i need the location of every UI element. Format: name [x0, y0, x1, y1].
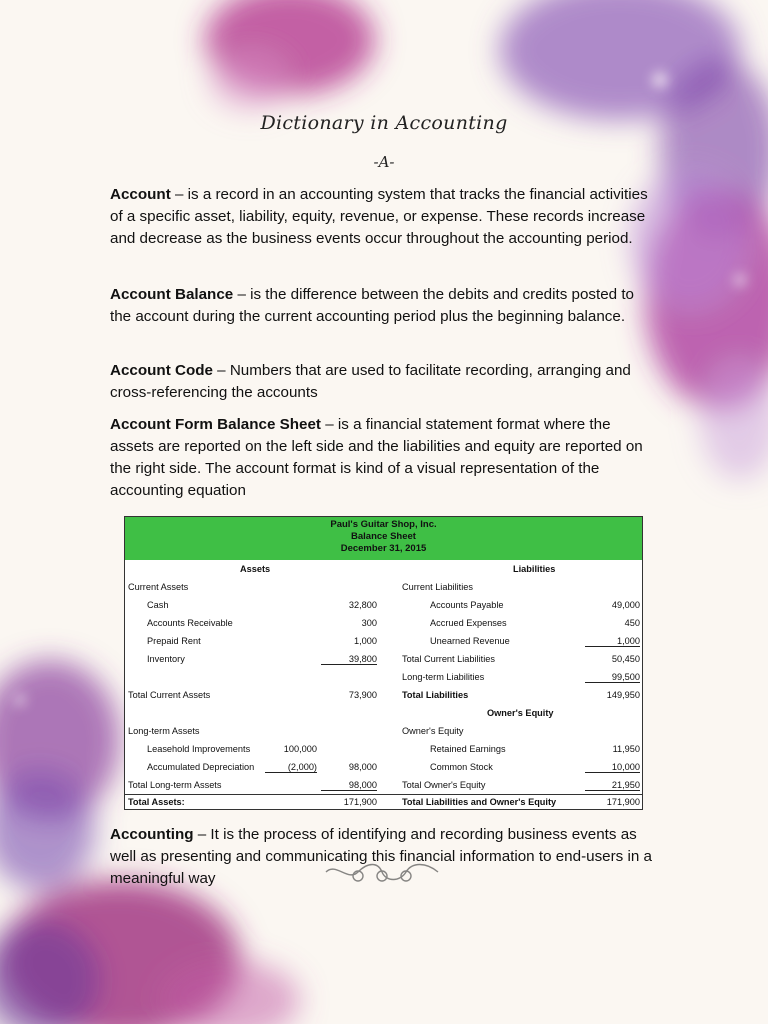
entry-account-form-balance-sheet	[110, 414, 655, 502]
company-name: Paul's Guitar Shop, Inc.	[330, 519, 437, 530]
retained-value: 11,950	[612, 744, 640, 754]
lt-liab-value: 99,500	[585, 672, 640, 683]
owners-equity-header: Owner's Equity	[487, 708, 554, 718]
common-value: 10,000	[585, 762, 640, 773]
entry-definition: – is the difference between the debits and credits posted to the account during the current accounting period plus the beginning balance.	[110, 286, 634, 325]
entry-account-code	[110, 360, 655, 404]
current-assets-label: Current Assets	[128, 582, 189, 592]
balance-sheet-header	[125, 517, 642, 560]
leasehold-value: 100,000	[283, 744, 317, 754]
lt-liab-label: Long-term Liabilities	[402, 672, 485, 682]
total-current-assets-label: Total Current Assets	[128, 690, 211, 700]
total-current-liab-label: Total Current Liabilities	[402, 654, 495, 664]
lt-assets-label: Long-term Assets	[128, 726, 200, 736]
owners-equity-label: Owner's Equity	[402, 726, 464, 736]
ap-label: Accounts Payable	[430, 600, 504, 610]
unearned-label: Unearned Revenue	[430, 636, 510, 646]
total-le-label: Total Liabilities and Owner's Equity	[402, 797, 557, 807]
statement-name: Balance Sheet	[351, 531, 416, 542]
total-assets-value: 171,900	[343, 797, 377, 807]
entry-term: Accounting	[110, 826, 194, 843]
total-liab-label: Total Liabilities	[402, 690, 469, 700]
acc-dep-label: Accumulated Depreciation	[147, 762, 255, 772]
ar-label: Accounts Receivable	[147, 618, 233, 628]
assets-header: Assets	[240, 564, 271, 574]
entry-account-balance	[110, 284, 655, 328]
entry-definition: – is a financial statement format where the assets are reported on the left side and the liabilities and equity are reported on the right side. The account format is kind of a visual representation of the accounting equation	[110, 416, 643, 499]
acc-dep-net-value: 98,000	[348, 762, 377, 772]
entry-term: Account	[110, 186, 171, 203]
total-current-assets-value: 73,900	[348, 690, 377, 700]
current-liabilities-label: Current Liabilities	[402, 582, 473, 592]
entry-definition: – is a record in an accounting system that tracks the financial activities of a specific asset, liability, equity, revenue, or expense. These records increase and decrease as the business events occur throughout the accounting period.	[110, 186, 648, 247]
entry-definition: – It is the process of identifying and recording business events as well as presenting and communicating this financial information to end-users in a meaningful way	[110, 826, 652, 887]
cash-label: Cash	[147, 600, 169, 610]
page-title: Dictionary in Accounting	[260, 112, 508, 134]
ar-value: 300	[361, 618, 377, 628]
accrued-label: Accrued Expenses	[430, 618, 507, 628]
total-assets-label: Total Assets:	[128, 797, 185, 807]
accrued-value: 450	[624, 618, 640, 628]
acc-dep-value: (2,000)	[265, 762, 317, 773]
entry-term: Account Form Balance Sheet	[110, 416, 321, 433]
total-le-value: 171,900	[606, 797, 640, 807]
flourish-ornament-icon	[322, 858, 442, 886]
prepaid-label: Prepaid Rent	[147, 636, 201, 646]
total-lt-assets-value: 98,000	[321, 780, 377, 791]
balance-sheet-table	[124, 516, 643, 810]
total-lt-assets-label: Total Long-term Assets	[128, 780, 222, 790]
total-oe-label: Total Owner's Equity	[402, 780, 486, 790]
leasehold-label: Leasehold Improvements	[147, 744, 251, 754]
retained-label: Retained Earnings	[430, 744, 506, 754]
ap-value: 49,000	[611, 600, 640, 610]
entry-definition: – Numbers that are used to facilitate recording, arranging and cross-referencing the accounts	[110, 362, 631, 401]
section-letter: -A-	[373, 153, 395, 171]
entry-term: Account Balance	[110, 286, 234, 303]
liabilities-header: Liabilities	[513, 564, 556, 574]
cash-value: 32,800	[348, 600, 377, 610]
inventory-label: Inventory	[147, 654, 185, 664]
prepaid-value: 1,000	[354, 636, 377, 646]
common-label: Common Stock	[430, 762, 493, 772]
statement-date: December 31, 2015	[340, 543, 427, 554]
inventory-value: 39,800	[321, 654, 377, 665]
total-current-liab-value: 50,450	[611, 654, 640, 664]
unearned-value: 1,000	[585, 636, 640, 647]
entry-account	[110, 184, 655, 250]
entry-term: Account Code	[110, 362, 213, 379]
total-oe-value: 21,950	[585, 780, 640, 791]
total-liab-value: 149,950	[606, 690, 640, 700]
